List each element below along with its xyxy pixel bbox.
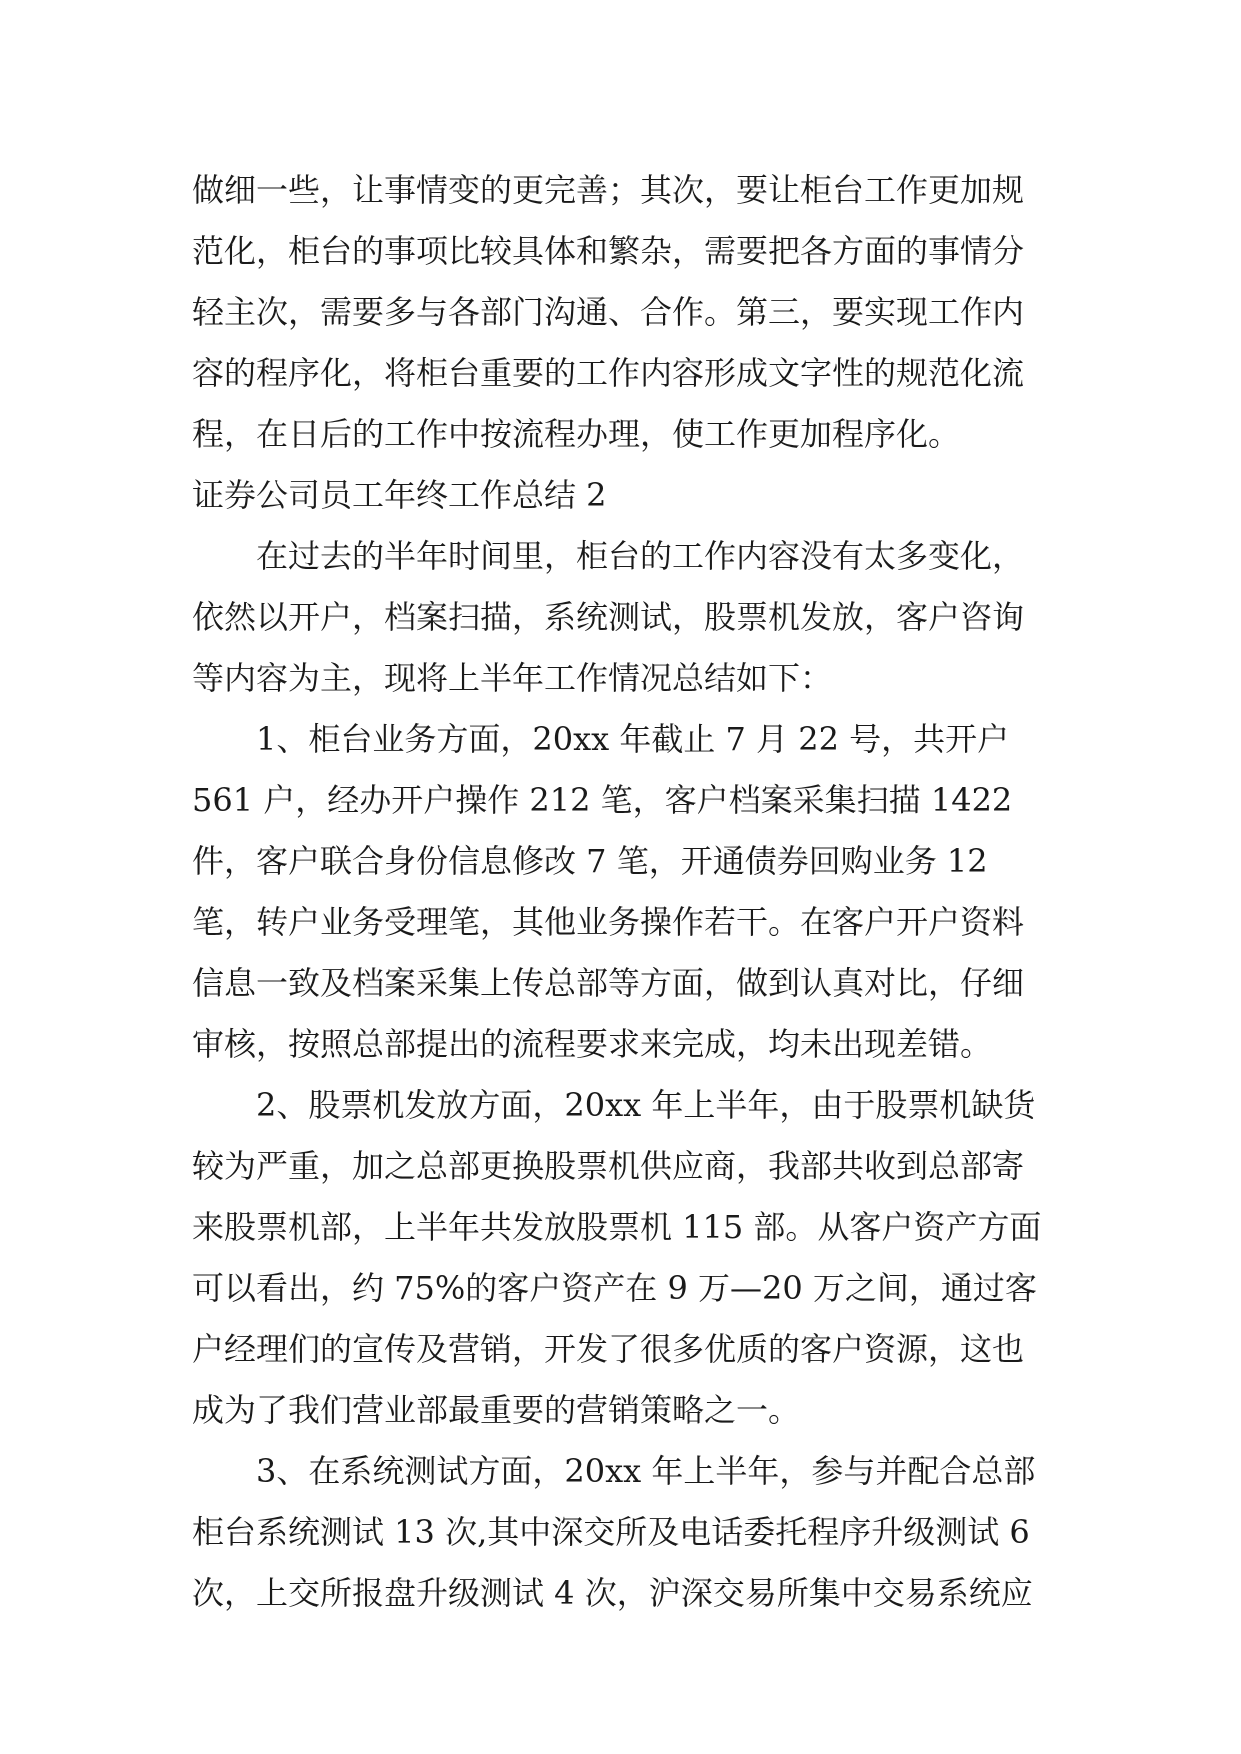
paragraph-continued: 做细一些，让事情变的更完善；其次，要让柜台工作更加规范化，柜台的事项比较具体和繁杂，需要把各方面的事情分轻主次，需要多与各部门沟通、合作。第三，要实现工作内容的程序化，将柜台重要的工作内容形成文字性的规范化流程，在日后的工作中按流程办理，使工作更加程序化。 — [192, 171, 1025, 453]
section-heading: 证券公司员工年终工作总结 2 — [192, 476, 607, 514]
paragraph-item-1: 1、柜台业务方面，20xx 年截止 7 月 22 号，共开户 561 户，经办开户操作 212 笔，客户档案采集扫描 1422 件，客户联合身份信息修改 7 笔，开通债券回购业务 12 笔，转户业务受理笔，其他业务操作若干。在客户开户资料信息一致及档案采集上传总部等方面，做到认真对比，仔细审核，按照总部提出的流程要求来完成，均未出现差错。 — [192, 720, 1025, 1063]
paragraph-item-2: 2、股票机发放方面，20xx 年上半年，由于股票机缺货较为严重，加之总部更换股票机供应商，我部共收到总部寄来股票机部，上半年共发放股票机 115 部。从客户资产方面可以看出，约 75%的客户资产在 9 万—20 万之间，通过客户经理们的宣传及营销，开发了很多优质的客户资源，这也成为了我们营业部最重要的营销策略之一。 — [192, 1086, 1042, 1429]
paragraph-item-3: 3、在系统测试方面，20xx 年上半年，参与并配合总部柜台系统测试 13 次,其中深交所及电话委托程序升级测试 6 次，上交所报盘升级测试 4 次，沪深交易所集中交易系统应 — [192, 1452, 1036, 1612]
document-body — [192, 160, 1052, 1624]
paragraph-intro: 在过去的半年时间里，柜台的工作内容没有太多变化，依然以开户，档案扫描，系统测试，股票机发放，客户咨询等内容为主，现将上半年工作情况总结如下： — [192, 537, 1025, 697]
